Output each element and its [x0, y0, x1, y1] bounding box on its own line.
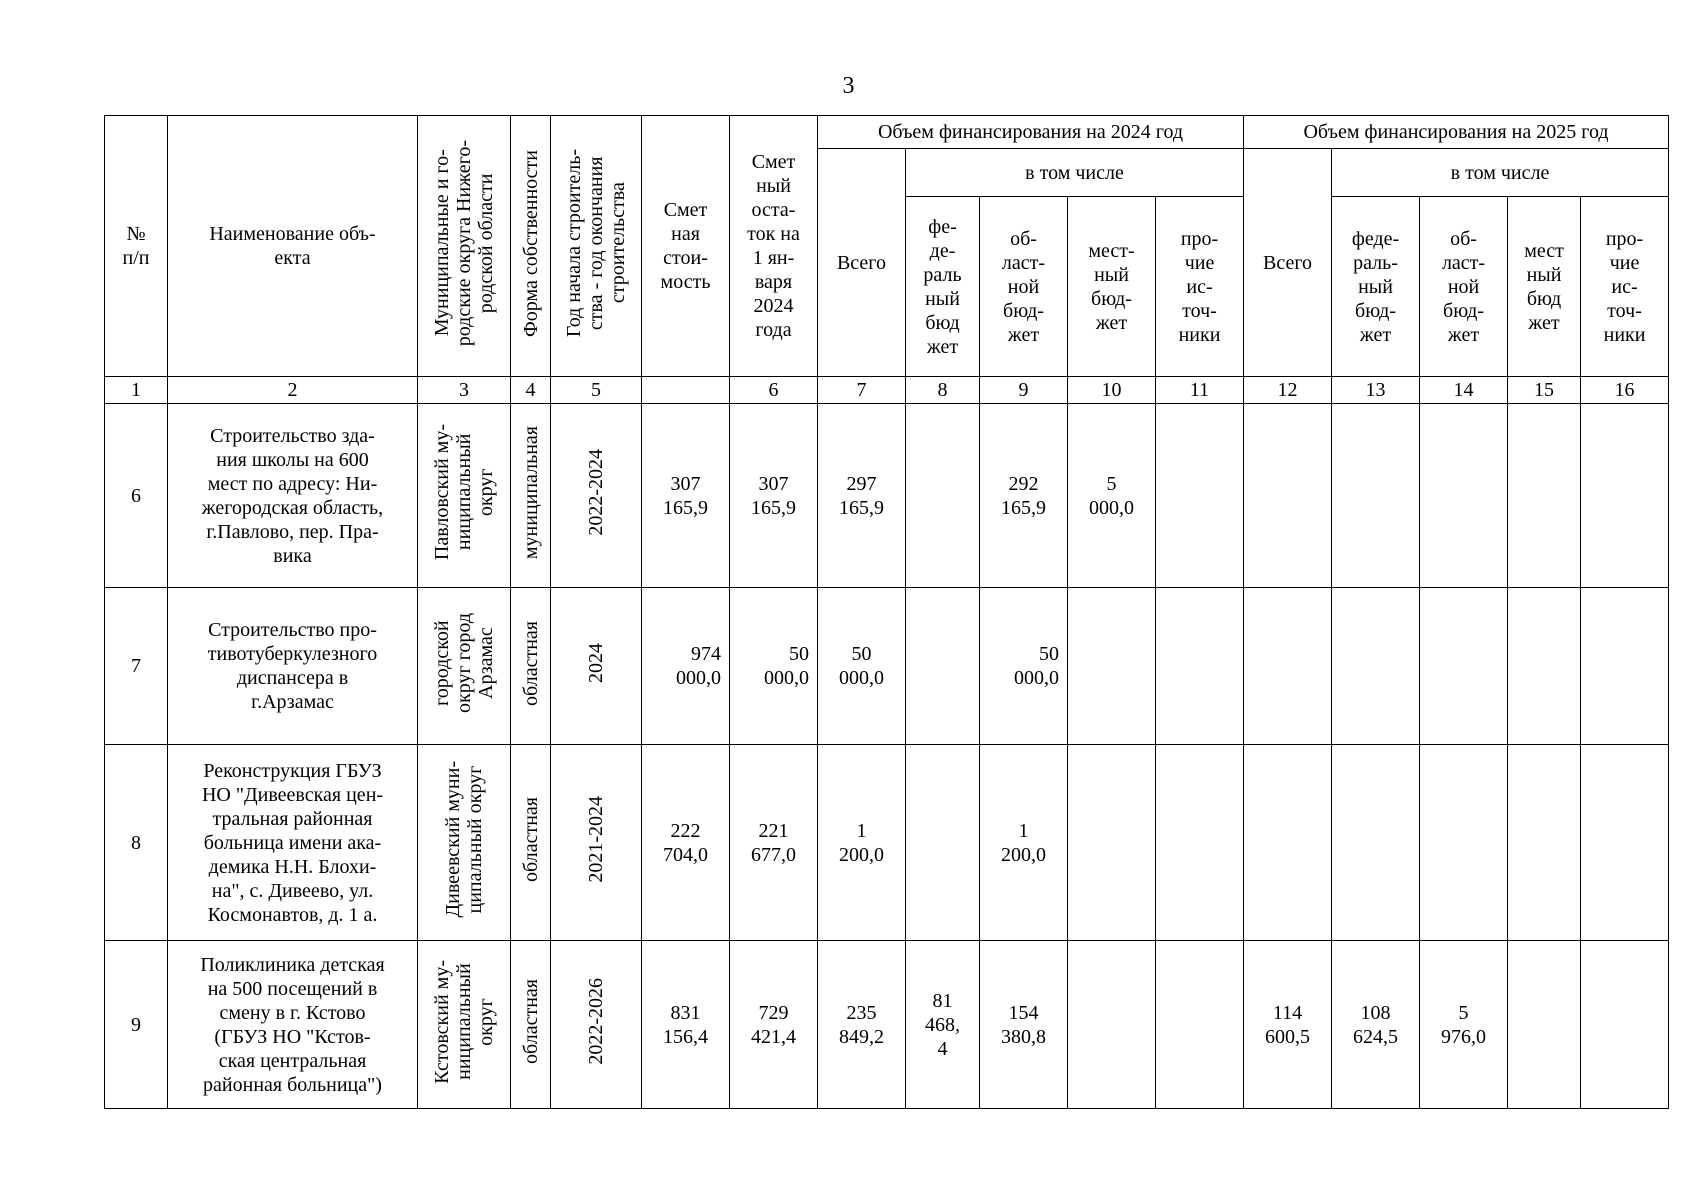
estimated-cost: 974 000,0 [642, 588, 730, 745]
total-2024: 1 200,0 [818, 745, 906, 941]
estimated-cost: 831 156,4 [642, 941, 730, 1109]
header-loc-2025: мест ный бюд жет [1508, 197, 1581, 377]
federal-2024 [906, 404, 980, 588]
header-name: Наименование объ- екта [168, 116, 418, 377]
regional-2024: 1 200,0 [980, 745, 1068, 941]
header-group-2024: Объем финансирования на 2024 год [818, 116, 1244, 149]
local-2025 [1508, 588, 1581, 745]
column-number: 15 [1508, 377, 1581, 404]
other-2025 [1581, 404, 1669, 588]
remaining-cost: 307 165,9 [730, 404, 818, 588]
column-number: 3 [418, 377, 511, 404]
column-number: 13 [1332, 377, 1420, 404]
financing-table [104, 115, 1669, 1109]
column-number: 8 [906, 377, 980, 404]
total-2024: 297 165,9 [818, 404, 906, 588]
construction-years: 2022-2024 [551, 404, 642, 588]
other-2025 [1581, 745, 1669, 941]
column-number: 7 [818, 377, 906, 404]
local-2024 [1068, 941, 1156, 1109]
other-2024 [1156, 941, 1244, 1109]
header-including-2024: в том числе [906, 149, 1244, 197]
federal-2025 [1332, 404, 1420, 588]
total-2025 [1244, 588, 1332, 745]
total-2024: 50 000,0 [818, 588, 906, 745]
municipality: Кстовский му- ниципальный округ [418, 941, 511, 1109]
header-total-2025: Всего [1244, 149, 1332, 377]
other-2025 [1581, 588, 1669, 745]
column-number: 4 [511, 377, 551, 404]
ownership: областная [511, 588, 551, 745]
regional-2025 [1420, 404, 1508, 588]
object-name: Поликлиника детская на 500 посещений в смену в г. Кстово (ГБУЗ НО "Кстов- ская центральная районная больница") [168, 941, 418, 1109]
total-2025 [1244, 745, 1332, 941]
federal-2025 [1332, 588, 1420, 745]
federal-2024: 81 468, 4 [906, 941, 980, 1109]
column-number: 11 [1156, 377, 1244, 404]
federal-2025 [1332, 745, 1420, 941]
local-2025 [1508, 404, 1581, 588]
row-num: 7 [105, 588, 168, 745]
object-name: Строительство про- тивотуберкулезного диспансера в г.Арзамас [168, 588, 418, 745]
column-number [642, 377, 730, 404]
header-oth-2024: про- чие ис- точ- ники [1156, 197, 1244, 377]
header-group-2025: Объем финансирования на 2025 год [1244, 116, 1669, 149]
object-name: Строительство зда- ния школы на 600 мест по адресу: Ни- жегородская область, г.Павлово, пер. Пра- вика [168, 404, 418, 588]
remaining-cost: 729 421,4 [730, 941, 818, 1109]
column-number: 5 [551, 377, 642, 404]
remaining-cost: 50 000,0 [730, 588, 818, 745]
ownership: областная [511, 941, 551, 1109]
row-num: 6 [105, 404, 168, 588]
column-number: 16 [1581, 377, 1669, 404]
local-2024 [1068, 745, 1156, 941]
local-2024 [1068, 588, 1156, 745]
header-years: Год начала строитель- ства - год окончания строительства [551, 116, 642, 377]
table-row [105, 404, 1669, 588]
header-remaining: Смет ный оста- ток на 1 ян- варя 2024 года [730, 116, 818, 377]
local-2025 [1508, 745, 1581, 941]
header-total-2024: Всего [818, 149, 906, 377]
header-fed-2024: фе- де- раль ный бюд жет [906, 197, 980, 377]
ownership: областная [511, 745, 551, 941]
table-row [105, 588, 1669, 745]
local-2024: 5 000,0 [1068, 404, 1156, 588]
header-reg-2024: об- ласт- ной бюд- жет [980, 197, 1068, 377]
construction-years: 2021-2024 [551, 745, 642, 941]
column-number: 9 [980, 377, 1068, 404]
other-2024 [1156, 588, 1244, 745]
row-num: 8 [105, 745, 168, 941]
federal-2024 [906, 588, 980, 745]
regional-2024: 154 380,8 [980, 941, 1068, 1109]
local-2025 [1508, 941, 1581, 1109]
other-2024 [1156, 404, 1244, 588]
estimated-cost: 307 165,9 [642, 404, 730, 588]
ownership: муниципальная [511, 404, 551, 588]
header-num: № п/п [105, 116, 168, 377]
construction-years: 2022-2026 [551, 941, 642, 1109]
header-fed-2025: феде- раль- ный бюд- жет [1332, 197, 1420, 377]
federal-2025: 108 624,5 [1332, 941, 1420, 1109]
federal-2024 [906, 745, 980, 941]
total-2024: 235 849,2 [818, 941, 906, 1109]
estimated-cost: 222 704,0 [642, 745, 730, 941]
table-row [105, 941, 1669, 1109]
object-name: Реконструкция ГБУЗ НО "Дивеевская цен- тральная районная больница имени ака- демика Н.Н. Блохи- на", с. Дивеево, ул. Космонавтов, д. 1 а. [168, 745, 418, 941]
header-reg-2025: об- ласт- ной бюд- жет [1420, 197, 1508, 377]
row-num: 9 [105, 941, 168, 1109]
column-number-row [105, 377, 1669, 404]
remaining-cost: 221 677,0 [730, 745, 818, 941]
regional-2025 [1420, 588, 1508, 745]
header-oth-2025: про- чие ис- точ- ники [1581, 197, 1669, 377]
other-2024 [1156, 745, 1244, 941]
column-number: 6 [730, 377, 818, 404]
total-2025: 114 600,5 [1244, 941, 1332, 1109]
regional-2025: 5 976,0 [1420, 941, 1508, 1109]
header-loc-2024: мест- ный бюд- жет [1068, 197, 1156, 377]
construction-years: 2024 [551, 588, 642, 745]
header-ownership: Форма собственности [511, 116, 551, 377]
regional-2024: 292 165,9 [980, 404, 1068, 588]
regional-2025 [1420, 745, 1508, 941]
table-row [105, 745, 1669, 941]
column-number: 10 [1068, 377, 1156, 404]
other-2025 [1581, 941, 1669, 1109]
column-number: 1 [105, 377, 168, 404]
total-2025 [1244, 404, 1332, 588]
header-municipality: Муниципальные и го- родские округа Нижего- родской области [418, 116, 511, 377]
regional-2024: 50 000,0 [980, 588, 1068, 745]
header-including-2025: в том числе [1332, 149, 1669, 197]
municipality: Дивеевский муни- ципальный округ [418, 745, 511, 941]
page-number: 3 [842, 73, 855, 99]
municipality: Павловский му- ниципальный округ [418, 404, 511, 588]
column-number: 14 [1420, 377, 1508, 404]
municipality: городской округ город Арзамас [418, 588, 511, 745]
column-number: 12 [1244, 377, 1332, 404]
header-cost: Смет ная стои- мость [642, 116, 730, 377]
column-number: 2 [168, 377, 418, 404]
